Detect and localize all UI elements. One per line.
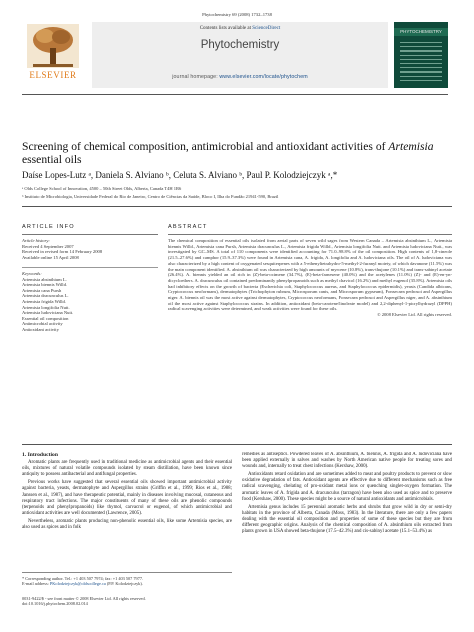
email-label: E-mail address: — [22, 581, 50, 587]
elsevier-wordmark: ELSEVIER — [29, 70, 77, 80]
title-suffix: essential oils — [22, 153, 82, 166]
body-column-left — [22, 452, 232, 568]
keyword-item: Artemisia ludoviciana Nutt. — [22, 310, 74, 316]
cover-decoration — [400, 42, 442, 84]
homepage-url-link[interactable]: www.elsevier.com/locate/phytochem — [219, 74, 308, 80]
keyword-item: Artemisia biennis Willd. — [22, 282, 68, 288]
title-line-1: Screening of chemical composition, antimicrobial and antioxidant activities — [22, 140, 373, 153]
contents-line — [92, 26, 388, 31]
paragraph: Antioxidants retard oxidation and are sometimes added to meat and poultry products to prevent or slow oxidative degradation of fats. Antioxidant agents are effective due to different mechanisms such as free radical scavenging, chelating of pro-oxidant metal ions or quenching singlet-oxygen formation. The aromatic leaves of A. frigida and A. dracunculus (tarragon) have been also used as spice and to preserve food (Kershaw, 2000). These species might be a source of natural antioxidants and antimicrobials. — [242, 472, 452, 502]
affiliation-a: ᵃ Olds College School of Innovation, 4500 – 50th Street Olds, Alberta, Canada T4H 1R6 — [22, 186, 182, 191]
author-list: Daíse Lopes-Lutz ᵃ, Daniela S. Alviano ᵇ, Celuta S. Alviano ᵇ, Paul P. Kolodziejczyk ᵃ,* — [22, 170, 338, 180]
keyword-item: Artemisia cana Pursh — [22, 287, 62, 293]
doi-line[interactable]: doi:10.1016/j.phytochem.2008.02.014 — [22, 601, 88, 607]
article-history — [22, 238, 158, 260]
title-genus: Artemisia — [388, 140, 434, 153]
keyword-item: Artemisia frigida Willd. — [22, 298, 66, 304]
revised-date: Received in revised form 14 February 2008 — [22, 249, 103, 255]
paragraph: Nevertheless, aromatic plants producing non-phenolic essential oils, like some Artemisia species, are also used as spices and in folk — [22, 518, 232, 531]
title-prefix: of — [375, 140, 389, 153]
copyright-notice: © 2008 Elsevier Ltd. All rights reserved. — [377, 312, 452, 318]
journal-homepage — [92, 74, 388, 80]
paragraph: remedies as antiseptics. Powdered leaves of A. absinthium, A. biennis, A. frigida and A. ludoviciana have been applied externally in salves and washes by North American native people for treating sores and wounds and, internally to treat chest infections (Kershaw, 2000). — [242, 452, 452, 470]
paragraph: Artemisia genus includes 15 perennial aromatic herbs and shrubs that grow wild in dry or semi-dry habitats in the province of Alberta, Canada (Moss, 1983). In the literature, there are only a few papers dealing with the essential oil composition and properties of some of these species but they are from different geographic origins. Analysis of the chemical composition of A. absinthium oils extracted from plants grown in USA showed beta-thujone (17.5–42.3%) and cis-sabinyl acetate (15.1–53.4%) as — [242, 504, 452, 535]
online-date: Available online 15 April 2008 — [22, 254, 79, 260]
keyword-item: Antioxidant activity — [22, 326, 59, 332]
affiliation-b: ᵇ Instituto de Microbiologia, Universidade Federal do Rio de Janeiro, Centro de Ciências da Saúde, Bloco I, Ilha do Fundão 21941-590, Brazil — [22, 194, 279, 199]
publisher-logo — [22, 22, 84, 88]
keyword-item: Artemisia dracunculus L. — [22, 293, 69, 299]
divider — [22, 234, 158, 235]
article-title — [22, 140, 452, 166]
issn-line: 0031-9422/$ - see front matter © 2008 Elsevier Ltd. All rights reserved. — [22, 596, 146, 601]
article-info-heading: ARTICLE INFO — [22, 224, 75, 230]
keywords — [22, 271, 158, 333]
contents-prefix: Contents lists available at — [199, 26, 253, 31]
abstract-text: The chemical composition of essential oils isolated from aerial parts of seven wild sages from Western Canada – Artemisia absinthium L., Artemisia biennis Willd., Artemisia cana Pursh, Artemisia dracunculus L., Artemisia frigida Willd., Artemisia longifolia Nutt. and Artemisia ludoviciana Nutt., was investigated by GC–MS. A total of 110 components were identified accounting for 71.0–98.8% of the oil composition. High contents of 1,8-cineole (21.5–27.6%) and camphor (15.9–37.3%) were found in Artemisia cana, A. frigida, A. longifolia and A. ludoviciana oils. The oil of A. ludoviciana was also characterized by a high content of oxygenated sesquiterpenes with a 5-ethenyltetrahydro-5-methyl-2-furanyl moiety, of which davanone (11.5%) was the main component identified. A. absinthium oil was characterized by high amounts of myrcene (10.8%), trans-thujone (10.1%) and trans-sabinyl acetate (26.4%). A. biennis yielded an oil rich in (Z)-beta-ocimene (34.7%), (E)-beta-farnesene (40.0%) and the acetylenes (11.0%) (Z)- and (E)-en-yn-dicycloethers. A. dracunculus oil contained predominantly phenylpropanoids such as methyl chavicol (16.2%) and methyl eugenol (35.8%). Artemisia oils had inhibitory effects on the growth of bacteria (Escherichia coli, Staphylococcus aureus, and Staphylococcus epidermidis), yeasts (Candida albicans, Cryptococcus neoformans), dermatophytes (Trichophyton rubrum, Microsporum canis, and Microsporum gypseum), Fonsecaea pedrosoi and Aspergillus niger. A. biennis oil was the most active against dermatophytes, Cryptococcus neoformans, Fonsecaea pedrosoi and Aspergillus niger, and A. absinthium oil the most active against Staphylococcus strains. In addition, antioxidant (beta-carotene/linoleate model) and 2,2-diphenyl-1-picrylhydrazyl (DPPH) radical scavenging activities were determined, and weak activities were found for these oils. — [168, 238, 452, 312]
email-person: (P.P. Kolodziejczyk). — [105, 581, 143, 587]
divider — [22, 444, 452, 445]
abstract-heading: ABSTRACT — [168, 224, 208, 230]
masthead-banner — [92, 22, 388, 88]
section-heading: 1. Introduction — [22, 452, 58, 458]
publication-ids — [22, 596, 232, 607]
email-line — [22, 581, 232, 586]
received-date: Received 4 September 2007 — [22, 243, 74, 249]
divider — [22, 267, 158, 268]
corresponding-author-note: * Corresponding author. Tel.: +1 403 507 7974; fax: +1 403 507 7977. — [22, 576, 144, 581]
divider — [22, 206, 452, 207]
abstract-body — [168, 238, 452, 438]
paragraph: Aromatic plants are frequently used in traditional medicine as antimicrobial agents and their essential oils, mixtures of natural volatile compounds isolated by steam distillation, have been known since antiquity to possess antibacterial and antifungal properties. — [22, 460, 232, 478]
footnotes — [22, 572, 232, 587]
history-label: Article history: — [22, 238, 50, 243]
journal-cover-thumbnail — [394, 22, 448, 88]
keyword-item: Antimicrobial activity — [22, 321, 63, 327]
cover-wordmark: PHYTOCHEMISTRY — [400, 29, 442, 34]
sciencedirect-link[interactable]: ScienceDirect — [252, 26, 281, 31]
email-link[interactable]: PKolodziejczyk@oldscollege.ca — [49, 581, 106, 587]
keyword-item: Essential oil composition — [22, 315, 69, 321]
journal-title: Phytochemistry — [200, 39, 280, 51]
keyword-item: Artemisia longifolia Nutt. — [22, 304, 70, 310]
paragraph: Previous works have suggested that several essential oils showed important antimicrobial activity against bacteria, yeasts, dermatophyte and Aspergillus strains (Griffin et al., 1999; Rios et al., 1988; Janssen et al., 1987), and have therapeutic potential, mainly in diseases involving mucosal, cutaneous and respiratory tract infections. The major constituents of many of these oils are phenolic compounds (terpenoids and phenylpropanoids) like thymol, carvacrol or eugenol, of which antimicrobial and antioxidant activities are well documented (Lawrence, 2005). — [22, 480, 232, 516]
homepage-prefix: journal homepage: — [172, 74, 220, 80]
keywords-label: Keywords: — [22, 271, 42, 276]
masthead — [22, 22, 448, 95]
journal-reference: Phytochemistry 69 (2008) 1732–1738 — [202, 12, 272, 17]
elsevier-tree-icon — [27, 24, 79, 68]
divider — [168, 234, 452, 235]
keyword-item: Artemisia absinthium L. — [22, 276, 67, 282]
body-column-right — [242, 452, 452, 624]
